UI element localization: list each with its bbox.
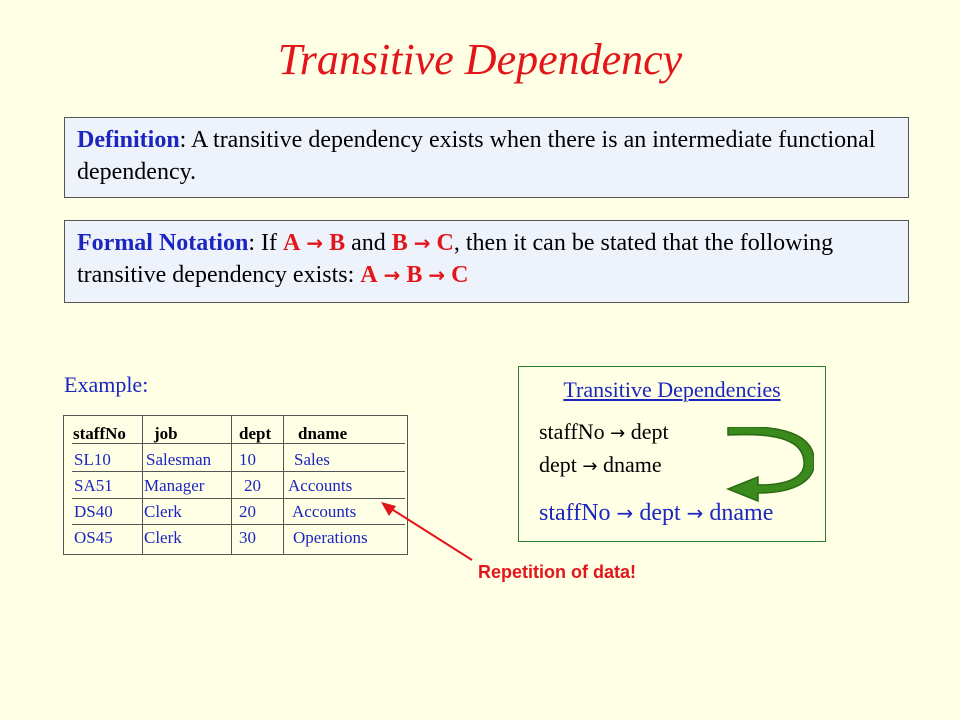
transitive-dependency-result xyxy=(539,500,773,527)
formal-a1: A xyxy=(282,230,301,256)
table-divider xyxy=(72,524,405,525)
formal-and: and xyxy=(345,230,392,256)
formal-c3: C xyxy=(451,262,469,288)
dependency-line xyxy=(539,452,662,478)
definition-term: Definition xyxy=(77,127,180,153)
table-cell: Sales xyxy=(294,450,330,469)
table-divider xyxy=(72,471,405,472)
result-a: staffNo xyxy=(539,500,611,526)
dependency-line xyxy=(539,419,669,445)
formal-term: Formal Notation xyxy=(77,230,249,256)
slide-title: Transitive Dependency xyxy=(277,35,683,84)
dependency-lhs: dept xyxy=(539,452,577,477)
formal-b3: B xyxy=(406,262,423,288)
table-header: staffNo xyxy=(73,424,126,443)
table-divider xyxy=(283,416,284,554)
arrow-icon: → xyxy=(383,263,401,287)
transitive-dependencies-title: Transitive Dependencies xyxy=(563,377,781,402)
example-table xyxy=(63,415,408,555)
formal-b2: B xyxy=(391,230,408,256)
example-label: Example: xyxy=(64,372,149,397)
table-cell: 30 xyxy=(239,528,256,547)
formal-text-2: , then it can be stated that the following transitive dependency exists: xyxy=(77,230,834,288)
table-cell: Clerk xyxy=(144,528,182,547)
table-cell: Accounts xyxy=(288,476,353,495)
arrow-icon: → xyxy=(413,231,431,255)
table-divider xyxy=(72,498,405,499)
table-divider xyxy=(142,416,143,554)
formal-notation-box xyxy=(64,220,909,303)
dependency-lhs: staffNo xyxy=(539,419,605,444)
dependency-rhs: dname xyxy=(602,452,662,477)
formal-c1: C xyxy=(436,230,454,256)
arrow-icon: → xyxy=(616,501,634,525)
table-cell: SL10 xyxy=(74,450,111,469)
table-cell: 20 xyxy=(244,476,261,495)
result-b: dept xyxy=(639,500,681,526)
table-header: job xyxy=(154,424,178,443)
table-cell: 10 xyxy=(239,450,256,469)
formal-b1: B xyxy=(329,230,346,256)
table-cell: DS40 xyxy=(74,502,113,521)
table-cell: OS45 xyxy=(74,528,113,547)
table-cell: Salesman xyxy=(146,450,212,469)
table-cell: SA51 xyxy=(74,476,113,495)
table-cell: 20 xyxy=(239,502,256,521)
arrow-icon: → xyxy=(306,231,324,255)
dependency-rhs: dept xyxy=(630,419,669,444)
definition-box xyxy=(64,117,909,198)
result-c: dname xyxy=(709,500,774,526)
table-cell: Accounts xyxy=(292,502,357,521)
formal-a3: A xyxy=(360,262,378,288)
arrow-icon: → xyxy=(686,501,704,525)
arrow-icon: → xyxy=(610,423,626,444)
transitive-dependencies-box xyxy=(518,366,826,542)
repetition-annotation: Repetition of data! xyxy=(478,562,636,582)
curved-arrow-icon xyxy=(724,427,814,502)
table-cell: Operations xyxy=(293,528,368,547)
table-cell: Clerk xyxy=(144,502,182,521)
table-header: dname xyxy=(298,424,348,443)
table-header: dept xyxy=(239,424,272,443)
formal-text-1: : If xyxy=(248,230,283,256)
table-divider xyxy=(231,416,232,554)
arrow-icon: → xyxy=(428,263,446,287)
definition-text: : A transitive dependency exists when there is an intermediate functional dependency. xyxy=(77,127,876,185)
arrow-icon: → xyxy=(582,456,598,477)
table-cell: Manager xyxy=(144,476,205,495)
